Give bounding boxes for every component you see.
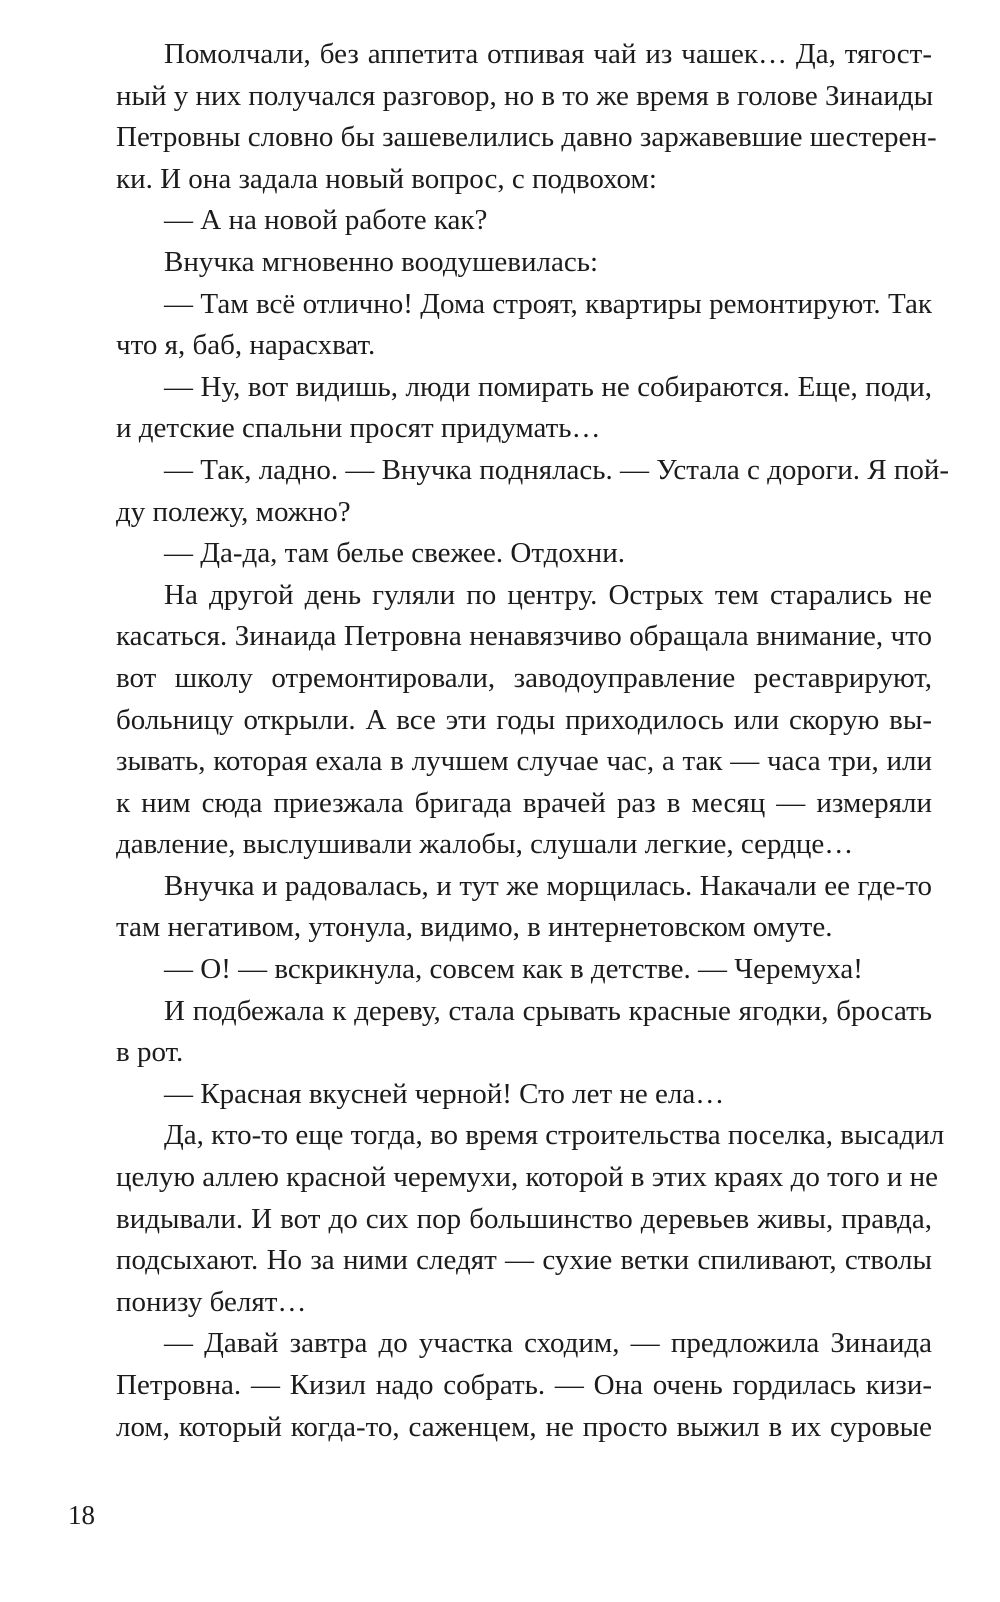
page-number: 18 bbox=[68, 1500, 95, 1530]
paragraph bbox=[68, 367, 932, 450]
text-line: подсыхают. Но за ними следят — сухие ветки спиливают, стволы bbox=[116, 1244, 932, 1277]
paragraph bbox=[68, 991, 932, 1074]
text-line: На другой день гуляли по центру. Острых тем старались не bbox=[164, 578, 932, 611]
text-line: касаться. Зинаида Петровна ненавязчиво обращала внимание, что bbox=[116, 620, 932, 653]
text-line: что я, баб, нарасхват. bbox=[116, 329, 376, 362]
text-line: больницу открыли. А все эти годы приходилось или скорую вы- bbox=[116, 703, 932, 736]
paragraph bbox=[68, 34, 937, 200]
text-line: давление, выслушивали жалобы, слушали легкие, сердце… bbox=[116, 828, 854, 861]
text-line: И подбежала к дереву, стала срывать красные ягодки, бросать bbox=[164, 994, 932, 1027]
text-line: Петровна. — Кизил надо собрать. — Она очень гордилась кизи- bbox=[116, 1369, 932, 1401]
text-line: Помолчали, без аппетита отпивая чай из чашек… Да, тягост- bbox=[164, 38, 932, 70]
paragraph bbox=[68, 533, 932, 575]
book-page-text bbox=[68, 34, 950, 1448]
paragraph bbox=[68, 284, 932, 367]
paragraph bbox=[68, 1115, 945, 1323]
text-line: — Да-да, там белье свежее. Отдохни. bbox=[164, 537, 625, 570]
text-line: Да, кто-то еще тогда, во время строительства поселка, высадил bbox=[164, 1119, 945, 1152]
text-line: Петровны словно бы зашевелились давно заржавевшие шестерен- bbox=[116, 121, 937, 154]
text-line: — А на новой работе как? bbox=[164, 204, 488, 237]
text-line: зывать, которая ехала в лучшем случае час, а так — часа три, или bbox=[116, 745, 932, 778]
text-line: ду полежу, можно? bbox=[116, 495, 351, 528]
text-line: целую аллею красной черемухи, которой в этих краях до того и не bbox=[116, 1161, 939, 1194]
paragraph bbox=[68, 949, 932, 991]
text-line: понизу белят… bbox=[116, 1285, 307, 1318]
paragraph bbox=[68, 575, 932, 866]
text-line: в рот. bbox=[116, 1036, 184, 1069]
text-line: — Давай завтра до участка сходим, — предложила Зинаида bbox=[164, 1327, 932, 1360]
text-line: к ним сюда приезжала бригада врачей раз в месяц — измеряли bbox=[116, 786, 932, 819]
text-line: и детские спальни просят придумать… bbox=[116, 412, 601, 445]
text-line: — О! — вскрикнула, совсем как в детстве. — Черемуха! bbox=[164, 953, 863, 986]
paragraph bbox=[68, 200, 932, 242]
text-line: там негативом, утонула, видимо, в интернетовском омуте. bbox=[116, 911, 833, 944]
paragraph bbox=[68, 866, 932, 949]
paragraph bbox=[68, 1323, 932, 1448]
text-line: — Ну, вот видишь, люди помирать не собираются. Еще, поди, bbox=[164, 370, 932, 403]
text-line: — Там всё отлично! Дома строят, квартиры ремонтируют. Так bbox=[164, 287, 932, 320]
paragraph bbox=[68, 450, 950, 533]
text-line: лом, который когда-то, саженцем, не просто выжил в их суровые bbox=[116, 1410, 932, 1443]
paragraph bbox=[68, 1074, 932, 1116]
text-line: ный у них получался разговор, но в то же время в голове Зинаиды bbox=[116, 79, 934, 112]
text-line: видывали. И вот до сих пор большинство деревьев живы, правда, bbox=[116, 1202, 932, 1235]
text-line: — Красная вкусней черной! Сто лет не ела… bbox=[164, 1077, 725, 1110]
text-line: вот школу отремонтировали, заводоуправление реставрируют, bbox=[116, 661, 932, 694]
text-line: Внучка и радовалась, и тут же морщилась. Накачали ее где-то bbox=[164, 869, 932, 902]
text-line: ки. И она задала новый вопрос, с подвохом: bbox=[116, 162, 657, 195]
text-line: Внучка мгновенно воодушевилась: bbox=[164, 245, 598, 278]
text-line: — Так, ладно. — Внучка поднялась. — Устала с дороги. Я пой- bbox=[164, 453, 950, 486]
paragraph bbox=[68, 242, 932, 284]
